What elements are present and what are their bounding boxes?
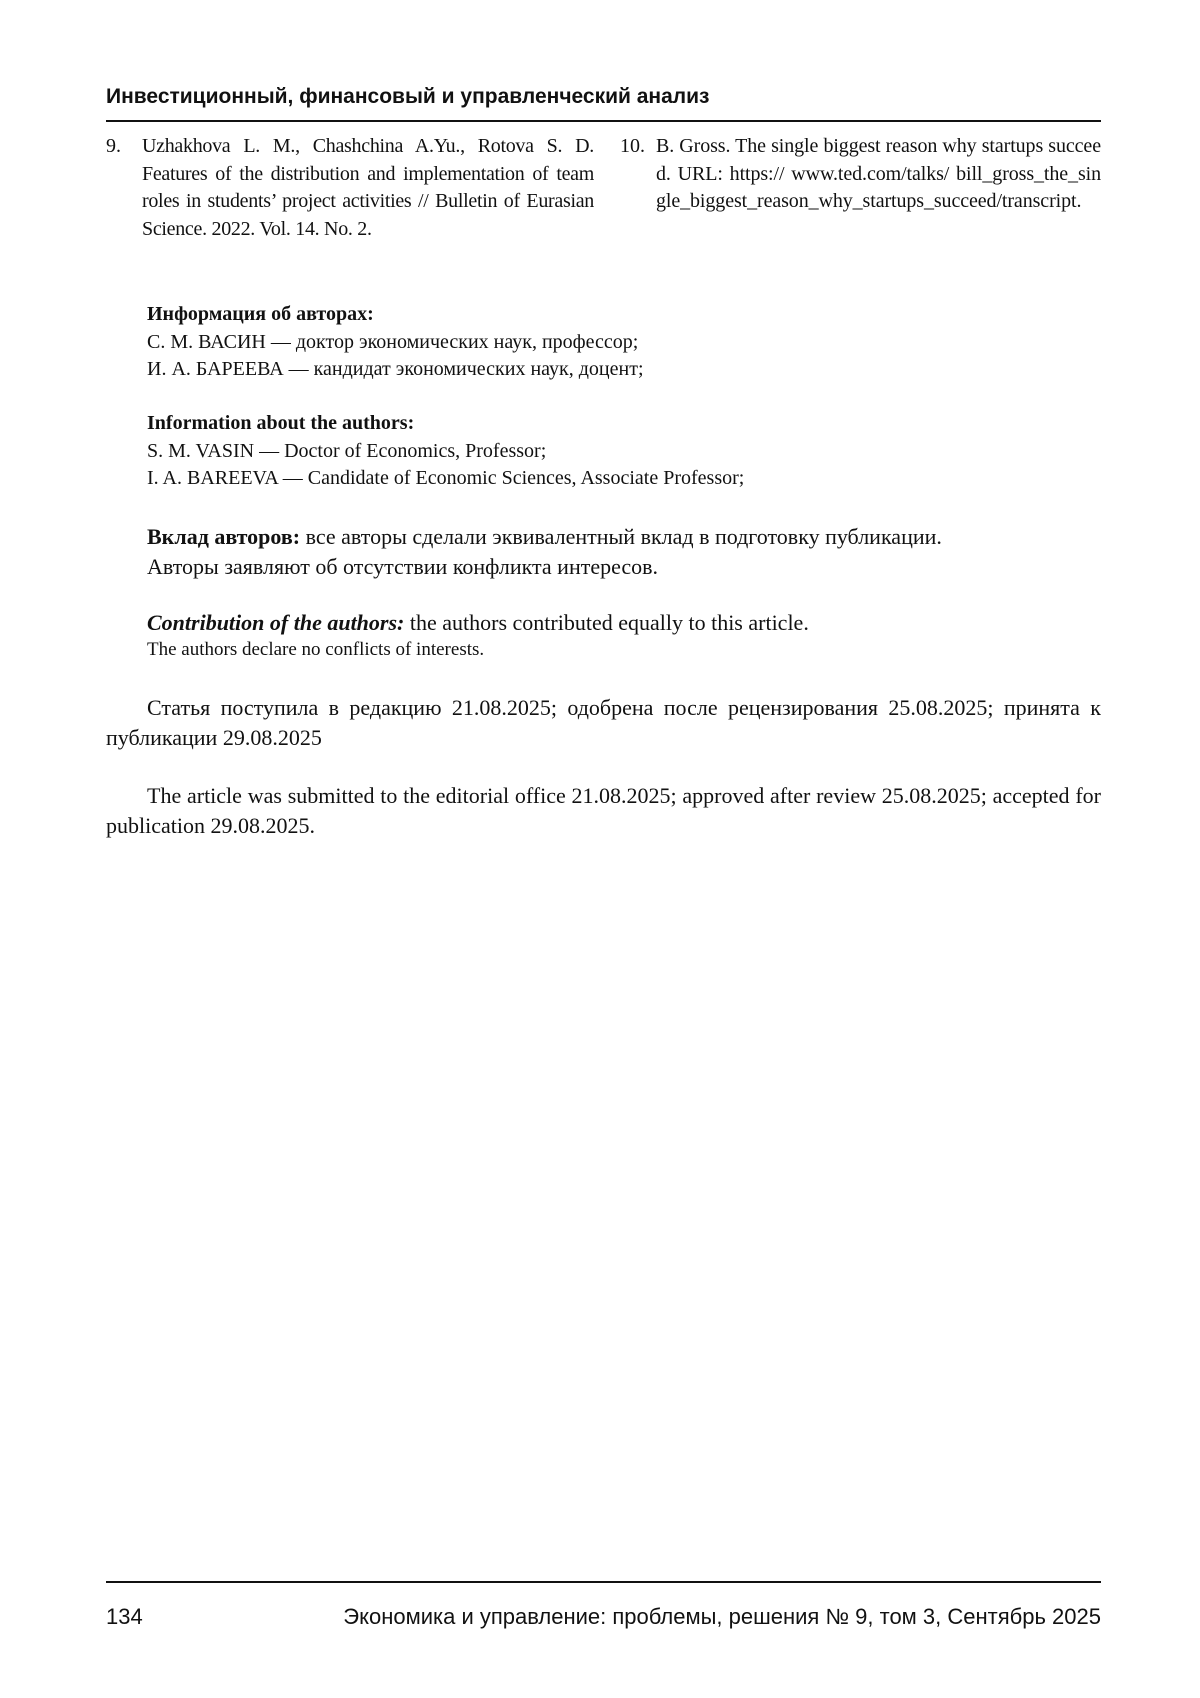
article-history-ru	[106, 693, 1101, 753]
reference-text: Uzhakhova L. M., Chashchina A.Yu., Rotova S. D. Features of the distribution and implementation of team roles in students’ project activities // Bulletin of Eurasian Science. 2022. Vol. 14. No. 2.	[142, 135, 594, 240]
contribution-text-en: the authors contributed equally to this article.	[404, 610, 809, 635]
document-page	[106, 0, 1101, 1698]
conflict-statement-en: The authors declare no conflicts of interests.	[147, 639, 485, 660]
reference-number: 9.	[106, 135, 121, 157]
contribution-label-ru: Вклад авторов:	[147, 524, 301, 549]
article-history-en	[106, 781, 1101, 841]
article-history-en-text: The article was submitted to the editorial office 21.08.2025; approved after review 25.08.2025; accepted for publication 29.08.2025.	[106, 783, 1101, 838]
contribution-label-en: Contribution of the authors:	[147, 610, 405, 635]
authors-info-ru	[147, 301, 1047, 384]
references-list	[106, 133, 1101, 273]
header-rule	[106, 120, 1101, 122]
author-line: S. M. VASIN — Doctor of Economics, Professor;	[147, 439, 547, 462]
reference-number: 10.	[620, 135, 645, 157]
contribution-text-ru: все авторы сделали эквивалентный вклад в подготовку публикации.	[300, 524, 942, 549]
page-number: 134	[106, 1604, 143, 1629]
article-history-ru-text: Статья поступила в редакцию 21.08.2025; одобрена после рецензирования 25.08.2025; принята к публикации 29.08.2025	[106, 695, 1101, 750]
conflict-statement-ru: Авторы заявляют об отсутствии конфликта интересов.	[147, 554, 659, 579]
author-line: I. A. BAREEVA — Candidate of Economic Sciences, Associate Professor;	[147, 467, 745, 489]
page-footer	[106, 1603, 1101, 1633]
running-head-section-title: Инвестиционный, финансовый и управленческий анализ	[106, 85, 710, 108]
authors-heading-en: Information about the authors:	[147, 412, 415, 434]
contribution-ru	[147, 522, 1087, 582]
authors-heading-ru: Информация об авторах:	[147, 303, 374, 325]
footer-rule	[106, 1581, 1101, 1583]
authors-info-en	[147, 410, 1047, 493]
reference-text: B. Gross. The single biggest reason why startups succeed. URL: https:// www.ted.com/talks/ bill_gross_the_single_biggest_reason_why_startups_succeed/transcript.	[656, 135, 1101, 212]
author-line: И. А. БАРЕЕВА — кандидат экономических наук, доцент;	[147, 358, 644, 380]
journal-title: Экономика и управление: проблемы, решения № 9, том 3, Сентябрь 2025	[343, 1604, 1101, 1629]
contribution-en	[147, 608, 1087, 662]
author-line: С. М. ВАСИН — доктор экономических наук, профессор;	[147, 330, 639, 353]
